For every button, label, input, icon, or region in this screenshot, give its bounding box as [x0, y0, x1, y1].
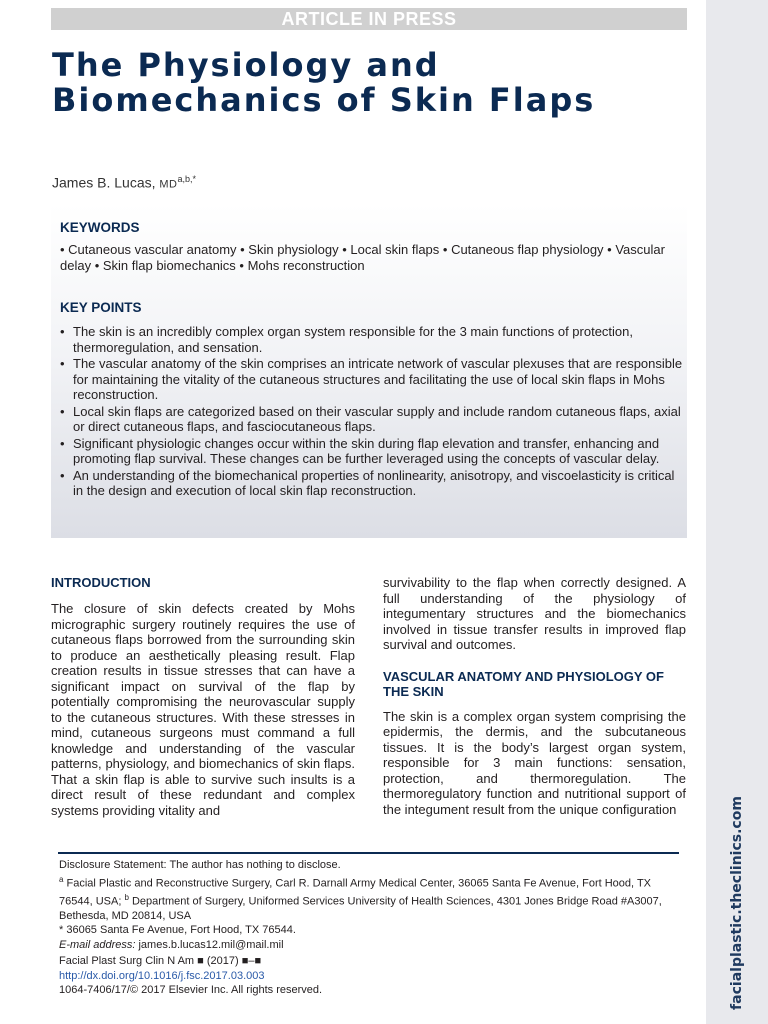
key-points-list: [60, 324, 685, 500]
keywords-heading: KEYWORDS: [60, 220, 140, 235]
affiliation-b: Department of Surgery, Uniformed Services University of Health Sciences, 4301 Jones Bridge Road #A3007, Bethesda, MD 20814, USA: [59, 895, 662, 922]
author-name: James B. Lucas,: [52, 174, 156, 191]
journal-info: [59, 954, 459, 998]
key-point-item: • The skin is an incredibly complex organ system responsible for the 3 main functions of protection, thermoregulation, and sensation.: [60, 324, 685, 355]
corresponding-address: * 36065 Santa Fe Avenue, Fort Hood, TX 76544.: [59, 924, 296, 937]
key-points-heading: KEY POINTS: [60, 300, 142, 315]
affil-mark-a: a: [59, 874, 64, 884]
author-line: [52, 174, 196, 191]
key-point-item: • An understanding of the biomechanical properties of nonlinearity, anisotropy, and viscoelasticity is critical in the design and execution of local skin flap reconstruction.: [60, 468, 685, 499]
journal-citation: Facial Plast Surg Clin N Am ■ (2017) ■–■: [59, 955, 262, 967]
email-label: E-mail address:: [59, 938, 136, 951]
author-star[interactable]: *: [192, 174, 197, 184]
keywords-text: • Cutaneous vascular anatomy • Skin physiology • Local skin flaps • Cutaneous flap physiology • Vascular delay • Skin flap biomechanics • Mohs reconstruction: [60, 242, 665, 273]
doi-link[interactable]: http://dx.doi.org/10.1016/j.fsc.2017.03.003: [59, 969, 265, 982]
copyright: 1064-7406/17/© 2017 Elsevier Inc. All rights reserved.: [59, 984, 323, 996]
introduction-heading: INTRODUCTION: [51, 575, 151, 590]
email-address[interactable]: james.b.lucas12.mil@mail.mil: [135, 938, 284, 951]
introduction-paragraph: The closure of skin defects created by Mohs micrographic surgery routinely requires the use of cutaneous flaps borrowed from the surrounding skin to produce an aesthetically pleasing result. Flap creation results in tissue stresses that can have a significant impact on survival of the flap by potentially compromising the neurovascular supply to the cutaneous structures. With these stresses in mind, cutaneous surgeons must command a full knowledge and understanding of the vascular patterns, physiology, and biomechanics of skin flaps. That a skin flap is able to survive such insults is a direct result of these redundant and complex systems providing vitality and: [51, 601, 355, 818]
author-affiliation-marks[interactable]: a,b,: [177, 174, 193, 184]
article-title: The Physiology and Biomechanics of Skin Flaps: [52, 46, 596, 119]
body-column-left: [51, 575, 355, 818]
vascular-anatomy-paragraph: The skin is a complex organ system comprising the epidermis, the dermis, and the subcutaneous tissues. It is the body’s largest organ system, responsible for 3 main functions: sensation, protection, and thermoregulation. The thermoregulatory function and nutritional support of the integument result from the unique configuration: [383, 708, 686, 817]
footnotes: [59, 858, 684, 952]
author-degree: MD: [159, 178, 178, 191]
affil-mark-b: b: [124, 892, 129, 902]
disclosure-statement: Disclosure Statement: The author has nothing to disclose.: [59, 859, 341, 871]
affiliations: [59, 873, 684, 924]
footnote-divider: [58, 852, 679, 854]
body-column-right: [383, 575, 686, 817]
key-point-item: • Significant physiologic changes occur within the skin during flap elevation and transfer, enhancing and promoting flap survival. These changes can be further leveraged using the concepts of vascular delay.: [60, 436, 685, 467]
key-point-item: • Local skin flaps are categorized based on their vascular supply and include random cutaneous flaps, axial or direct cutaneous flaps, and fasciocutaneous flaps.: [60, 404, 685, 435]
key-point-item: • The vascular anatomy of the skin comprises an intricate network of vascular plexuses that are responsible for maintaining the vitality of the cutaneous structures and facilitating the use of local skin flaps in Mohs reconstruction.: [60, 356, 685, 403]
introduction-paragraph-continued: survivability to the flap when correctly designed. A full understanding of the physiology of integumentary structures and the biomechanics involved in tissue transfer results in improved flap survival and outcomes.: [383, 575, 686, 652]
affiliation-a: Facial Plastic and Reconstructive Surgery, Carl R. Darnall Army Medical Center, 36065 Santa Fe Avenue, Fort Hood, TX 76544, USA;: [59, 877, 652, 908]
side-url[interactable]: facialplastic.theclinics.com: [729, 796, 745, 1010]
vascular-anatomy-heading: VASCULAR ANATOMY AND PHYSIOLOGY OF THE SKIN: [383, 668, 664, 699]
article-in-press-banner: ARTICLE IN PRESS: [51, 8, 687, 30]
email-line: [59, 938, 684, 953]
